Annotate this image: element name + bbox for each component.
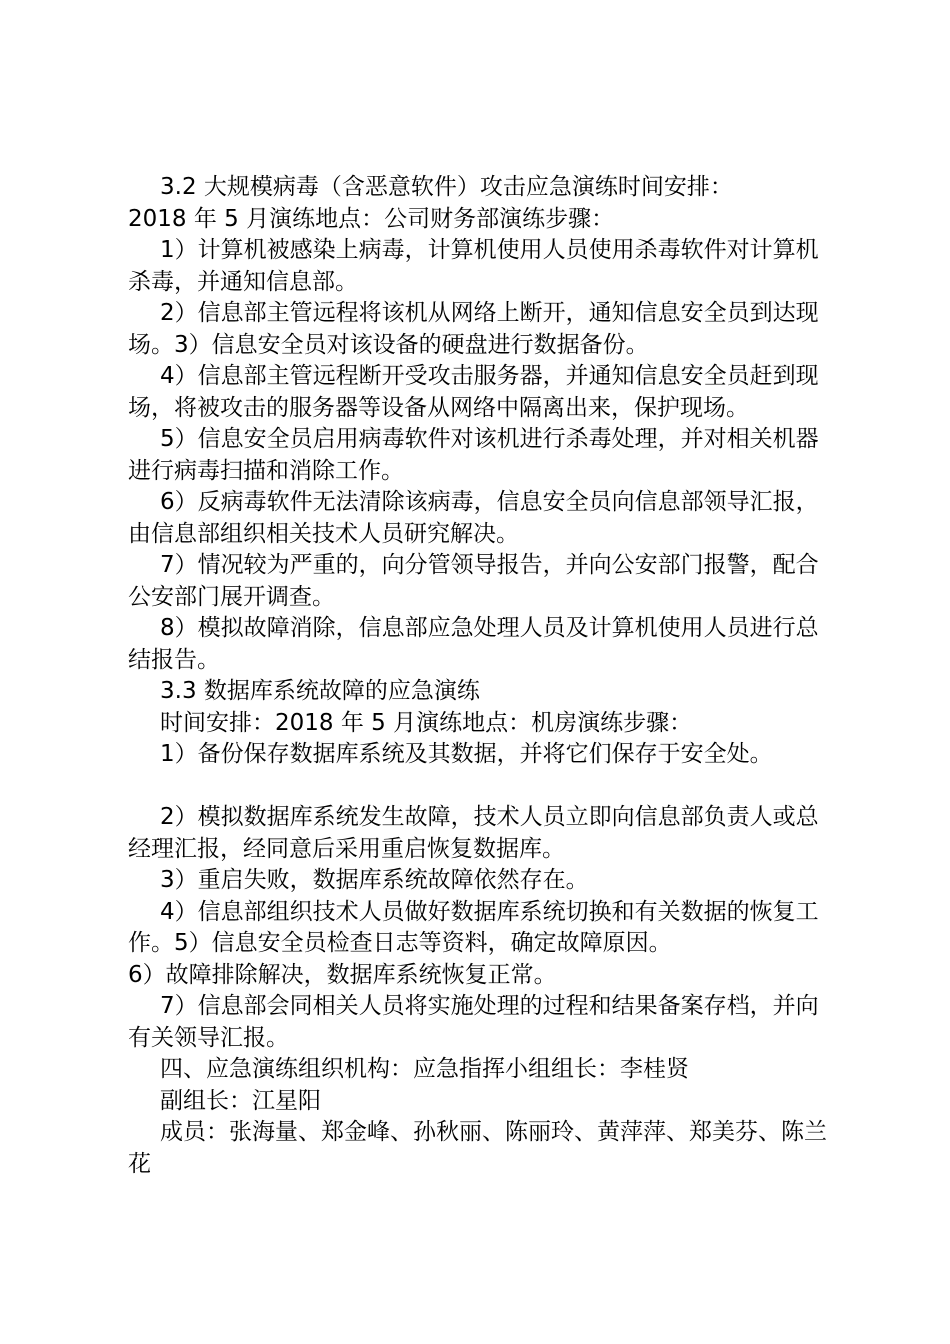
section-3-2-heading: 3.2 大规模病毒（含恶意软件）攻击应急演练时间安排： (160, 174, 733, 200)
step-paragraph: 4）信息部组织技术人员做好数据库系统切换和有关数据的恢复工作。5）信息安全员检查日志等资料，确定故障原因。 (128, 898, 819, 956)
step-paragraph: 2）模拟数据库系统发生故障，技术人员立即向信息部负责人或总经理汇报，经同意后采用重启恢复数据库。 (128, 804, 819, 862)
section-4-heading: 四、应急演练组织机构：应急指挥小组组长：李桂贤 (160, 1056, 689, 1082)
step-paragraph: 8）模拟故障消除，信息部应急处理人员及计算机使用人员进行总结报告。 (128, 615, 819, 673)
blank-line (128, 771, 840, 803)
deputy-leader: 副组长：江星阳 (160, 1087, 321, 1114)
section-3-3-heading: 3.3 数据库系统故障的应急演练 (160, 678, 480, 704)
step-paragraph: 3）重启失败，数据库系统故障依然存在。 (160, 867, 589, 893)
step-paragraph: 6）反病毒软件无法清除该病毒，信息安全员向信息部领导汇报，由信息部组织相关技术人员研究解决。 (128, 489, 819, 547)
section-3-3-schedule: 时间安排：2018 年 5 月演练地点：机房演练步骤： (160, 709, 693, 736)
step-paragraph: 7）情况较为严重的，向分管领导报告，并向公安部门报警，配合公安部门展开调查。 (128, 552, 819, 610)
section-3-2-schedule: 2018 年 5 月演练地点：公司财务部演练步骤： (128, 205, 615, 232)
step-paragraph: 5）信息安全员启用病毒软件对该机进行杀毒处理，并对相关机器进行病毒扫描和消除工作。 (128, 426, 819, 484)
members-list: 成员：张海量、郑金峰、孙秋丽、陈丽玲、黄萍萍、郑美芬、陈兰花 (128, 1119, 827, 1177)
step-paragraph: 1）计算机被感染上病毒，计算机使用人员使用杀毒软件对计算机杀毒，并通知信息部。 (128, 237, 819, 295)
step-paragraph: 4）信息部主管远程断开受攻击服务器，并通知信息安全员赶到现场，将被攻击的服务器等设备从网络中隔离出来，保护现场。 (128, 363, 819, 421)
step-paragraph: 7）信息部会同相关人员将实施处理的过程和结果备案存档，并向有关领导汇报。 (128, 993, 819, 1051)
step-paragraph: 6）故障排除解决，数据库系统恢复正常。 (128, 961, 557, 988)
document-body (128, 172, 840, 1180)
step-paragraph: 1）备份保存数据库系统及其数据，并将它们保存于安全处。 (160, 741, 773, 767)
step-paragraph: 2）信息部主管远程将该机从网络上断开，通知信息安全员到达现场。3）信息安全员对该设备的硬盘进行数据备份。 (128, 300, 819, 358)
